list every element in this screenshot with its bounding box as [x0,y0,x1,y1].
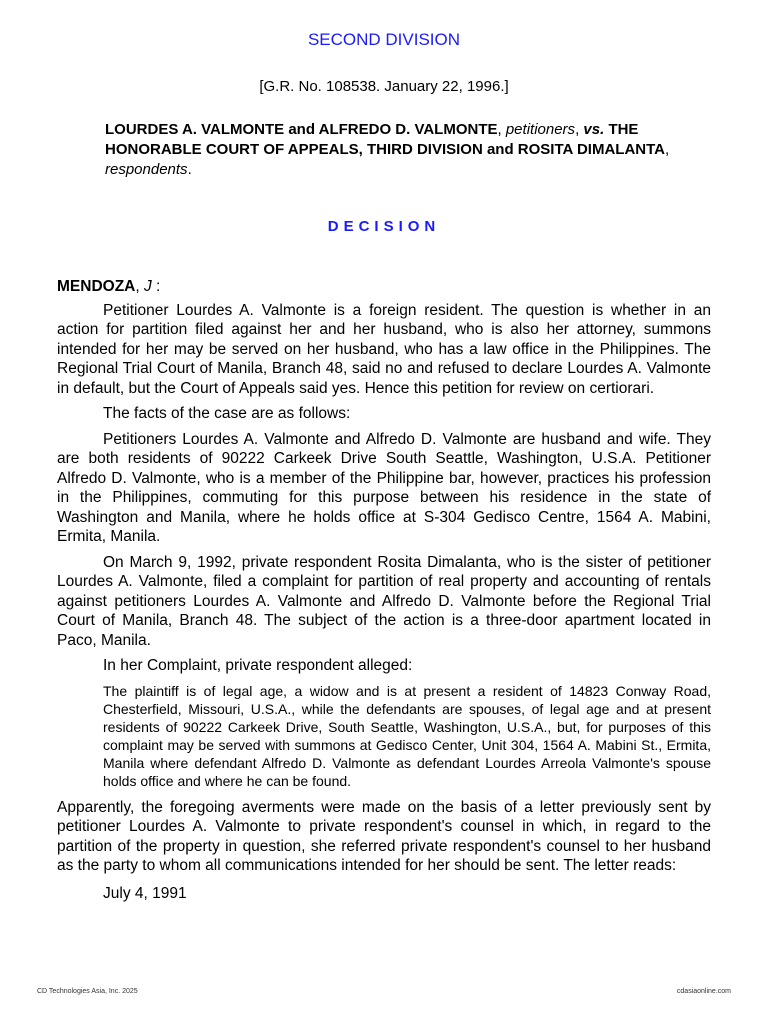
complaint-quote: The plaintiff is of legal age, a widow and is at present a resident of 14823 Conway Road, Chesterfield, Missouri, U.S.A., while the defendants are spouses, of legal age and at present residents of 90222 Carkeek Drive, South Seattle, Washington, U.S.A., but, for purposes of this complaint may be served with summons at Gedisco Center, Unit 304, 1564 A. Mabini St., Ermita, Manila where defendant Alfredo D. Valmonte as defendant Lourdes Arreola Valmonte's spouse holds office and where he can be found. [103,682,711,789]
case-parties: LOURDES A. VALMONTE and ALFREDO D. VALMONTE, petitioners, vs. THE HONORABLE COURT OF APPEALS, THIRD DIVISION and ROSITA DIMALANTA, respondents. [105,121,670,178]
paragraph-1: Petitioner Lourdes A. Valmonte is a foreign resident. The question is whether in an action for partition filed against her and her husband, who is also her attorney, summons intended for her may be served on her husband, who has a law office in the Philippines. The Regional Trial Court of Manila, Branch 48, said no and refused to declare Lourdes A. Valmonte in default, but the Court of Appeals said yes. Hence this petition for review on certiorari. [57,301,711,397]
petitioners-names: LOURDES A. VALMONTE and ALFREDO D. VALMONTE [105,121,498,138]
petitioners-role: petitioners [505,121,576,138]
ponente-name: MENDOZA [57,278,136,295]
paragraph-5: In her Complaint, private respondent alleged: [103,657,413,674]
respondents-role: respondents [105,161,188,178]
gr-number: [G.R. No. 108538. January 22, 1996.] [259,78,509,95]
paragraph-3: Petitioners Lourdes A. Valmonte and Alfredo D. Valmonte are husband and wife. They are both residents of 90222 Carkeek Drive South Seattle, Washington, U.S.A. Petitioner Alfredo D. Valmonte, who is a member of the Philippine bar, however, practices his profession in the Philippines, commuting for this purpose between his residence in the state of Washington and Manila, where he holds office at S-304 Gedisco Centre, 1564 A. Mabini, Ermita, Manila. [57,430,711,545]
decision-heading: DECISION [327,218,441,235]
ponente-title: J [143,278,152,295]
paragraph-4: On March 9, 1992, private respondent Rosita Dimalanta, who is the sister of petitioner Lourdes A. Valmonte, filed a complaint for partition of real property and accounting of rentals against petitioners Lourdes A. Valmonte and Alfredo D. Valmonte before the Regional Trial Court of Manila, Branch 48. The subject of the action is a three-door apartment located in Paco, Manila. [57,553,711,649]
division-heading: SECOND DIVISION [307,30,461,49]
decision-body [57,277,711,909]
letter-date: July 4, 1991 [103,884,187,902]
paragraph-after-quote: Apparently, the foregoing averments were made on the basis of a letter previously sent by petitioner Lourdes A. Valmonte to private respondent's counsel in which, in regard to the partition of the property in question, she referred private respondent's counsel to her husband as the party to whom all communications intended for her should be sent. The letter reads: [57,798,711,874]
versus-label: vs. [583,121,605,138]
paragraph-2: The facts of the case are as follows: [103,405,351,422]
ponente-line: MENDOZA, J : [57,278,161,295]
footer-copyright: CD Technologies Asia, Inc. 2025 [37,988,138,995]
footer-website: cdasiaonline.com [676,988,731,995]
respondents-names: THE HONORABLE COURT OF APPEALS, THIRD DIVISION and ROSITA DIMALANTA [105,121,665,158]
